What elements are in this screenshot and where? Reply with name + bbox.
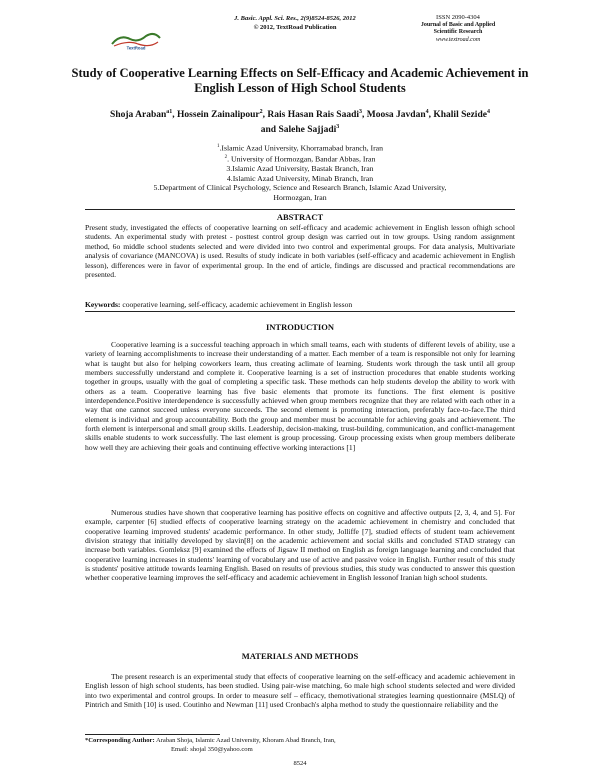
footnote-address: Araban Shoja, Islamic Azad University, Khoram Abad Branch, Iran, (154, 737, 336, 744)
author-superscript: 2 (259, 109, 263, 115)
keywords-list: cooperative learning, self-efficacy, academic achievement in English lesson (120, 300, 353, 309)
author-superscript: 3 (359, 109, 363, 115)
logo-text: TextRoad (126, 45, 146, 50)
journal-info-block (398, 14, 518, 44)
journal-name-line2: Scientific Research (433, 29, 483, 35)
journal-reference: J. Basic. Appl. Sci. Res., 2(9)8524-8526, 2012 (234, 15, 356, 22)
abstract-text: Present study, investigated the effects of cooperative learning on self-efficacy and academic achievement in English lesson ofhigh school students. An experimental study with pretest - posttest control group design was carried out in tow groups. Using random assignment method, 6o middle school students selected and were divided into two control and experimental groups. For data analysis, Multivariate analysis of covariance (MANCOVA) is used. Results of study indicate in both variables (self-efficacy and academic achievement in English lesson), differences were in favor of experimental group. In the end of article, findings are discussed and practical recommendations are presented. (85, 223, 515, 280)
affiliation-list (80, 142, 520, 202)
corresponding-author-footnote (85, 737, 515, 754)
keywords (85, 300, 515, 309)
footnote-email[interactable]: Email: shojal 350@yahoo.com (171, 745, 253, 753)
journal-citation-block (215, 14, 375, 32)
footnote-rule (85, 734, 220, 735)
author-superscript: 4 (425, 109, 429, 115)
author-name: Shoja Araban (110, 110, 167, 121)
author-name: Khalil Sezide (433, 110, 487, 121)
publisher-logo (108, 30, 164, 50)
issn: ISSN 2090-4304 (436, 14, 480, 21)
journal-website-link[interactable]: www.textroad.com (435, 36, 481, 43)
keywords-label: Keywords: (85, 300, 121, 309)
methods-paragraph-1: The present research is an experimental study that effects of cooperative learning on the self-efficacy and academic achievement in English lesson of high school students, has been studied. Using pair-wise matching, 6o male high school students selected and were divided into two experimental and control groups. In order to measure self – efficacy, themotivational strategies learning questionnaire (MSLQ) of Pintrich and Smith [10] is used. Coutinho and Newman [11] used Cronbach's alpha method to study the questionnaire reliability and the (85, 672, 515, 710)
author-list: Shoja Araban$^{a1}$, Hossein Zainalipour$^2$, Rais Hasan Rais Saadi$^3$, Moosa Javdan$^4$, Khalil Sezide$^4$ and Salehe Sajjadi$^3$ (110, 109, 490, 136)
author-superscript: a1 (166, 109, 173, 115)
journal-name-line1: Journal of Basic and Applied (420, 21, 496, 28)
affiliation-line: 5.Department of Clinical Psychology, Science and Research Branch, Islamic Azad University, (153, 183, 447, 193)
author-superscript: 4 (486, 109, 490, 115)
author-name: Moosa Javdan (366, 110, 426, 121)
page-number: 8524 (293, 760, 307, 767)
affiliation-line: $^1$.Islamic Azad University, Khorramabad branch, Iran (216, 143, 384, 153)
paper-title: Study of Cooperative Learning Effects on Self-Efficacy and Academic Achievement in English Lesson of High School Students (71, 66, 529, 95)
methods-heading: MATERIALS AND METHODS (241, 651, 359, 661)
footnote-label: *Corresponding Author: (85, 737, 155, 744)
introduction-paragraph-1: Cooperative learning is a successful teaching approach in which small teams, each with students of different levels of ability, use a variety of learning accomplishments to increase their understanding of a matter. Each member of a team is responsible not only for learning what is taught but also for helping coworkers learn, thus creating aclimate of learning. Students work through the task until all group members successfully understand and complete it. Cooperative learning is a set of instruction procedures that enable students working together in groups, usually with the goal of completing a specific task. These methods can help students develop the ability to work with others as a team. Cooperative learning has five basic elements that promote its functions. The first element is positive interdependence.Positive interdependence is successfully achieved when group members recognize that they are related with each other in a way that one cannot succeed unless everyone succeeds. The second element is promoting interaction, preferably face-to-face.The third element is individual and group accountability. Both the group and member must be accountable for achieving goals and achievement. The forth element is interpersonal and small group skills. Leadership, decision-making, trust-building, communication, and conflict-management skills enable students to work successfully. The last element is group processing. Group processing exists when group members deliberate how well they are achieving their goals and continuing effective working interactions [1] (85, 340, 515, 452)
affiliation-line: $^2$. University of Hormozgan, Bandar Abbas, Iran (224, 154, 376, 164)
affiliation-line: 4.Islamic Azad University, Minab Branch, Iran (226, 173, 374, 183)
introduction-paragraph-2: Numerous studies have shown that cooperative learning has positive effects on cognitive and affective outputs [2, 3, 4, and 5]. For example, carpenter [6] studied effects of cooperative learning strategy on the academic achievement in chemistry and concluded that cooperative learning improved students' academic performance. In other study, Jolliffe [7], studied effects of student team achievement division strategy that initially developed by slavin[8] on the academic achievement and social skills and concluded STAD strategy can increase both variables. Gomleksz [9] examined the effects of Jigsaw II method on English as foreign language learning and concluded that cooperative learning increases in students' learning of vocabulary and use of active and passive voice in English. Further result of this study is students' positive attitude towards learning English. Based on results of previous studies, this study was conducted to answer this question whether cooperative learning improves the self-efficacy and academic achievement in English lessonof Iranian high school students. (85, 508, 515, 583)
abstract-top-rule (85, 209, 515, 210)
abstract-heading: ABSTRACT (276, 212, 324, 222)
author-name: and Salehe Sajjadi (260, 125, 337, 136)
abstract-bottom-rule (85, 311, 515, 312)
journal-header (0, 14, 600, 60)
author-name: Hossein Zainalipour (177, 110, 260, 121)
affiliation-line: 3.Islamic Azad University, Bastak Branch, Iran (226, 164, 374, 174)
introduction-heading: INTRODUCTION (265, 322, 334, 332)
affiliation-line: Hormozgan, Iran (273, 192, 327, 202)
copyright-notice: © 2012, TextRoad Publication (253, 24, 337, 31)
author-superscript: 3 (336, 124, 340, 131)
author-name: Rais Hasan Rais Saadi (267, 110, 360, 121)
